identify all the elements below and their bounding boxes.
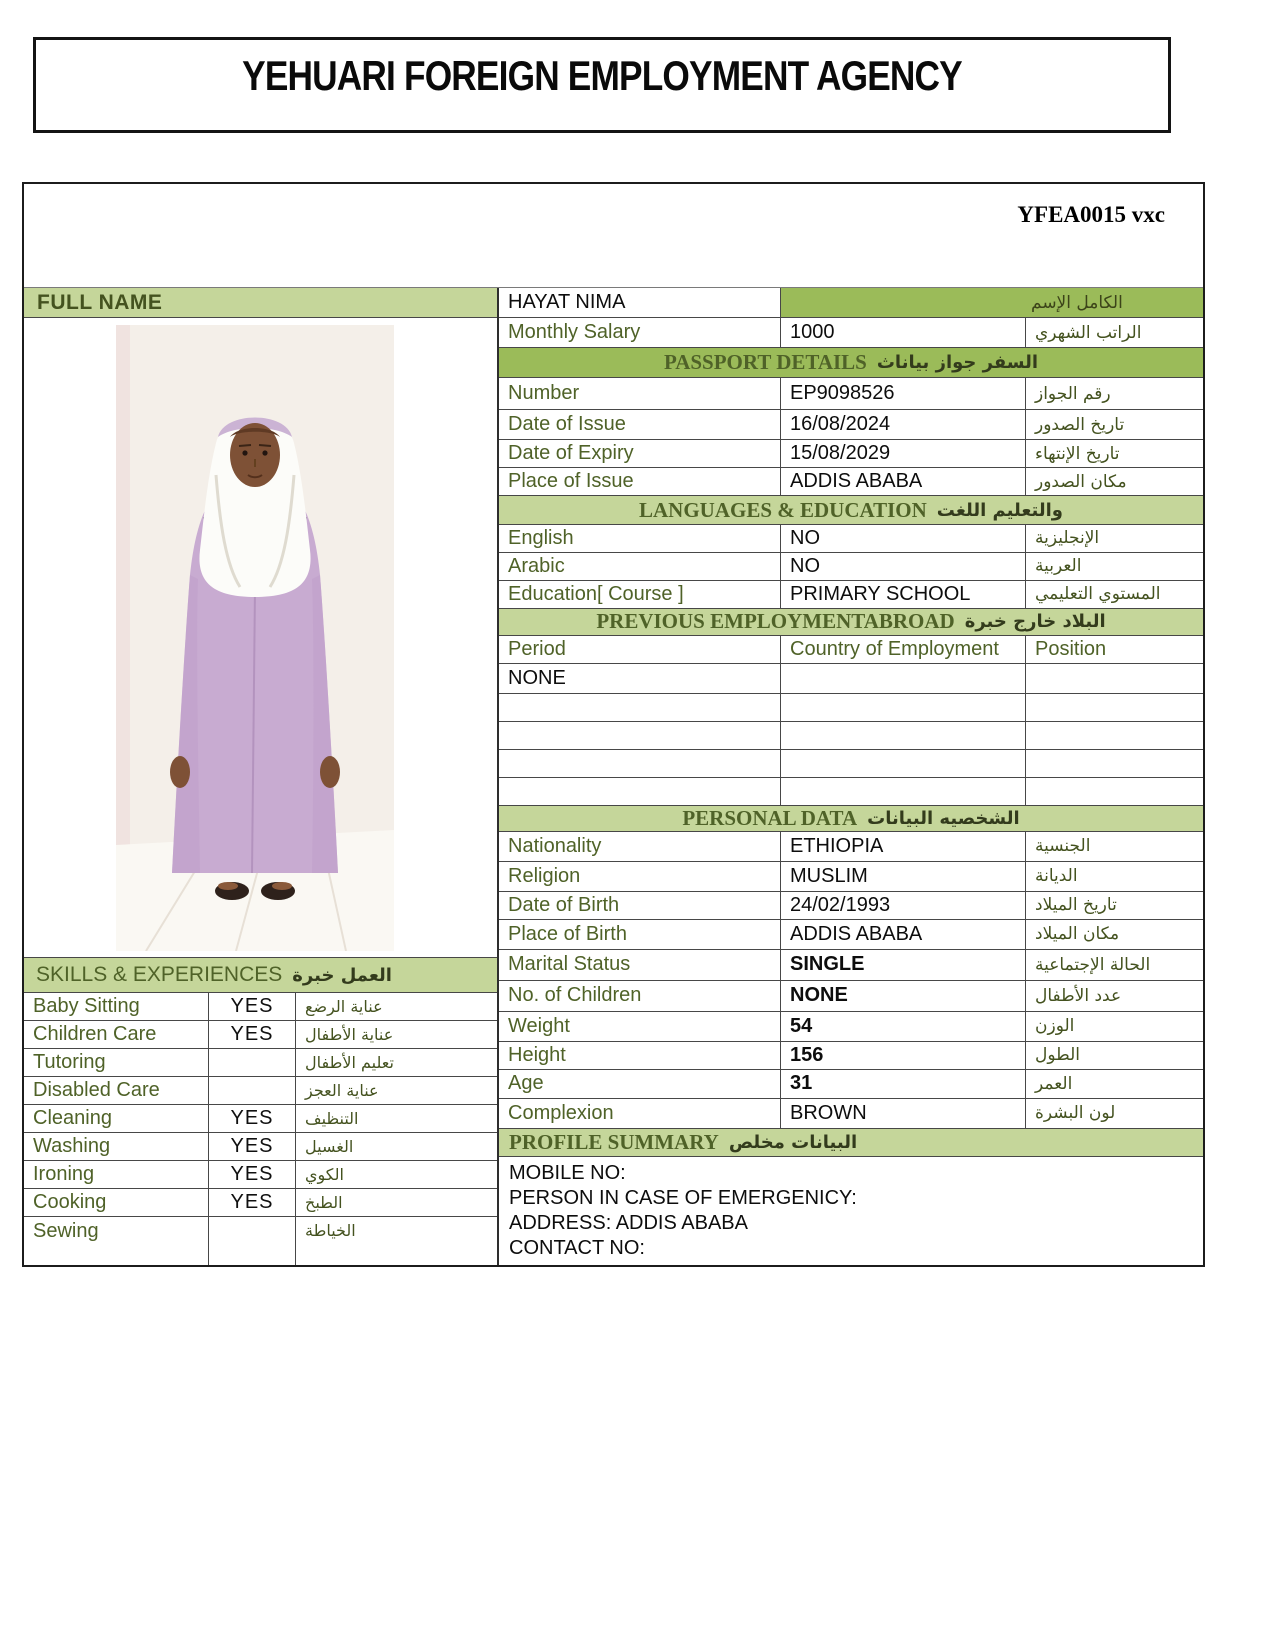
field-label: Weight [508,1014,570,1037]
field-label: Date of Issue [508,413,626,436]
section-header-personal-data [499,806,1203,832]
field-label: Nationality [508,834,602,857]
skill-label: Cleaning [33,1107,112,1129]
skill-row [24,1049,497,1077]
field-label-arabic: الإنجليزية [1025,525,1203,552]
summary-line: CONTACT NO: [509,1237,645,1259]
field-label: Date of Expiry [508,442,634,465]
field-label-arabic: رقم الجواز [1025,378,1203,409]
full-name-value: HAYAT NIMA [508,291,626,313]
applicant-photo [116,325,394,951]
section-title: PROFILE SUMMARY [509,1129,719,1154]
skills-section-header [24,958,497,993]
field-row [499,950,1203,981]
field-label: Education[ Course ] [508,582,684,605]
column-header-position: Position [1025,636,1203,663]
prev-country [780,694,1025,721]
section-header-languages [499,496,1203,525]
section-title-arabic: البلاد خارج خبرة [964,611,1106,633]
full-name-arabic-cell [780,288,1203,317]
skill-row [24,993,497,1021]
field-value: EP9098526 [780,378,1025,409]
field-row [499,832,1203,862]
skills-title-arabic: العمل خبرة [292,964,392,986]
skill-label: Tutoring [33,1051,106,1073]
field-value: NONE [780,981,1025,1011]
skill-label-arabic: الكوي [295,1161,497,1188]
skill-row [24,1189,497,1217]
field-value: ETHIOPIA [780,832,1025,861]
field-label-arabic: الراتب الشهري [1025,318,1203,347]
field-row [499,581,1203,609]
skill-label-arabic: تعليم الأطفال [295,1049,497,1076]
skill-row [24,1077,497,1105]
column-header-period: Period [508,637,566,660]
prev-country [780,722,1025,749]
skill-row [24,1105,497,1133]
field-value: NO [780,553,1025,580]
section-header-profile-summary [499,1129,1203,1158]
section-title: PREVIOUS EMPLOYMENTABROAD [596,609,955,634]
field-row [499,1070,1203,1099]
field-value: BROWN [780,1099,1025,1128]
summary-line: PERSON IN CASE OF EMERGENICY: [509,1187,857,1209]
field-label: Arabic [508,554,565,577]
prev-employment-row [499,778,1203,806]
prev-employment-row [499,750,1203,778]
field-label: Marital Status [508,953,631,975]
section-title: PERSONAL DATA [682,805,858,830]
field-label-arabic: المستوي التعليمي [1025,581,1203,608]
field-value: 24/02/1993 [780,892,1025,919]
field-row [499,862,1203,892]
field-row [499,468,1203,496]
prev-country [780,778,1025,805]
skill-label: Sewing [33,1220,99,1242]
skill-label: Disabled Care [33,1079,160,1101]
prev-employment-row [499,722,1203,750]
skill-label-arabic: عناية الأطفال [295,1021,497,1048]
field-value: SINGLE [780,950,1025,980]
field-row [499,1012,1203,1042]
summary-line: MOBILE NO: [509,1162,626,1184]
field-row [499,892,1203,920]
skill-value: YES [208,1021,295,1048]
agency-title-box [33,37,1171,133]
field-label-arabic: الوزن [1025,1012,1203,1041]
prev-position [1025,722,1203,749]
left-pane [24,288,499,1265]
skill-value: YES [208,1133,295,1160]
body-grid [24,288,1203,1265]
skill-label-arabic: الخياطة [295,1217,497,1265]
skill-value: YES [208,1105,295,1132]
field-label: Place of Issue [508,470,634,493]
section-title-arabic: الشخصيه البيانات [867,807,1020,829]
skill-row [24,1021,497,1049]
field-row [499,981,1203,1012]
field-value: 15/08/2029 [780,440,1025,467]
cv-table [22,182,1205,1267]
field-label-arabic: الحالة الإجتماعية [1025,950,1203,980]
field-label-arabic: تاريخ الميلاد [1025,892,1203,919]
field-row [499,920,1203,950]
field-value: 1000 [780,318,1025,347]
field-row [499,410,1203,440]
field-value: 31 [780,1070,1025,1098]
profile-summary-block [499,1157,1203,1265]
section-title-arabic: والتعليم اللغت [936,499,1063,521]
skill-label-arabic: التنظيف [295,1105,497,1132]
field-label: No. of Children [508,984,642,1006]
field-value: NO [780,525,1025,552]
skill-label: Cooking [33,1191,107,1213]
prev-employment-row [499,694,1203,722]
skill-label-arabic: عناية الرضع [295,993,497,1020]
prev-period: NONE [508,666,566,689]
field-label: Religion [508,864,581,887]
field-label-arabic: لون البشرة [1025,1099,1203,1128]
skill-value: YES [208,1189,295,1216]
skill-value [208,1077,295,1104]
field-label-arabic: الطول [1025,1042,1203,1069]
field-label: Date of Birth [508,893,620,916]
section-header-previous-employment [499,609,1203,636]
field-row [499,1099,1203,1129]
field-row [499,525,1203,553]
skill-label: Children Care [33,1023,157,1045]
field-value: ADDIS ABABA [780,920,1025,949]
field-label-arabic: العربية [1025,553,1203,580]
skill-label: Ironing [33,1163,95,1185]
skill-label: Washing [33,1135,111,1157]
field-label-arabic: تاريخ الصدور [1025,410,1203,439]
field-label: Number [508,382,580,405]
field-label: Age [508,1072,544,1094]
field-label-arabic: تاريخ الإنتهاء [1025,440,1203,467]
prev-employment-columns-row [499,636,1203,664]
field-label-arabic: الديانة [1025,862,1203,891]
skills-title: SKILLS & EXPERIENCES [36,963,283,986]
field-row [499,1042,1203,1070]
field-label-arabic: مكان الميلاد [1025,920,1203,949]
field-label: Complexion [508,1101,614,1124]
field-label-arabic: مكان الصدور [1025,468,1203,495]
prev-position [1025,694,1203,721]
prev-period [499,778,780,805]
section-title-arabic: السفر جواز بياناث [876,352,1039,374]
field-value: 156 [780,1042,1025,1069]
skill-row [24,1133,497,1161]
section-title-arabic: البيانات مخلص [728,1131,858,1153]
prev-period [499,694,780,721]
prev-position [1025,750,1203,777]
field-value: ADDIS ABABA [780,468,1025,495]
skill-label: Baby Sitting [33,995,140,1017]
prev-country [780,750,1025,777]
field-label-arabic: الجنسية [1025,832,1203,861]
field-row [499,440,1203,468]
skill-label-arabic: عناية العجز [295,1077,497,1104]
prev-position [1025,664,1203,693]
prev-period [499,750,780,777]
full-name-label: FULL NAME [24,288,497,318]
skill-value [208,1049,295,1076]
field-label: Height [508,1043,566,1066]
reference-code: YFEA0015 vxc [1017,202,1165,227]
agency-title: YEHUARI FOREIGN EMPLOYMENT AGENCY [242,52,962,99]
prev-employment-row [499,664,1203,694]
field-value: 16/08/2024 [780,410,1025,439]
skill-row [24,1217,497,1265]
field-value: MUSLIM [780,862,1025,891]
prev-position [1025,778,1203,805]
right-pane [499,288,1203,1265]
field-row [499,378,1203,410]
skill-label-arabic: الغسيل [295,1133,497,1160]
field-value: 54 [780,1012,1025,1041]
field-row [499,553,1203,581]
skill-value [208,1217,295,1265]
summary-line: ADDRESS: ADDIS ABABA [509,1212,748,1234]
skill-value: YES [208,1161,295,1188]
top-strip [24,184,1203,288]
field-label-arabic: عدد الأطفال [1025,981,1203,1011]
field-label: Monthly Salary [508,321,641,343]
section-title: LANGUAGES & EDUCATION [638,497,927,522]
photo-cell [24,318,497,958]
column-header-country: Country of Employment [780,636,1025,663]
prev-period [499,722,780,749]
prev-country [780,664,1025,693]
full-name-row [499,288,1203,318]
field-label: English [508,526,574,549]
field-value: PRIMARY SCHOOL [780,581,1025,608]
skill-label-arabic: الطبخ [295,1189,497,1216]
section-title: PASSPORT DETAILS [663,350,867,375]
full-name-label-arabic: الكامل الإسم [1031,292,1123,313]
skill-value: YES [208,993,295,1020]
section-header-passport [499,348,1203,378]
field-row [499,318,1203,348]
field-label-arabic: العمر [1025,1070,1203,1098]
field-label: Place of Birth [508,922,627,945]
skill-row [24,1161,497,1189]
